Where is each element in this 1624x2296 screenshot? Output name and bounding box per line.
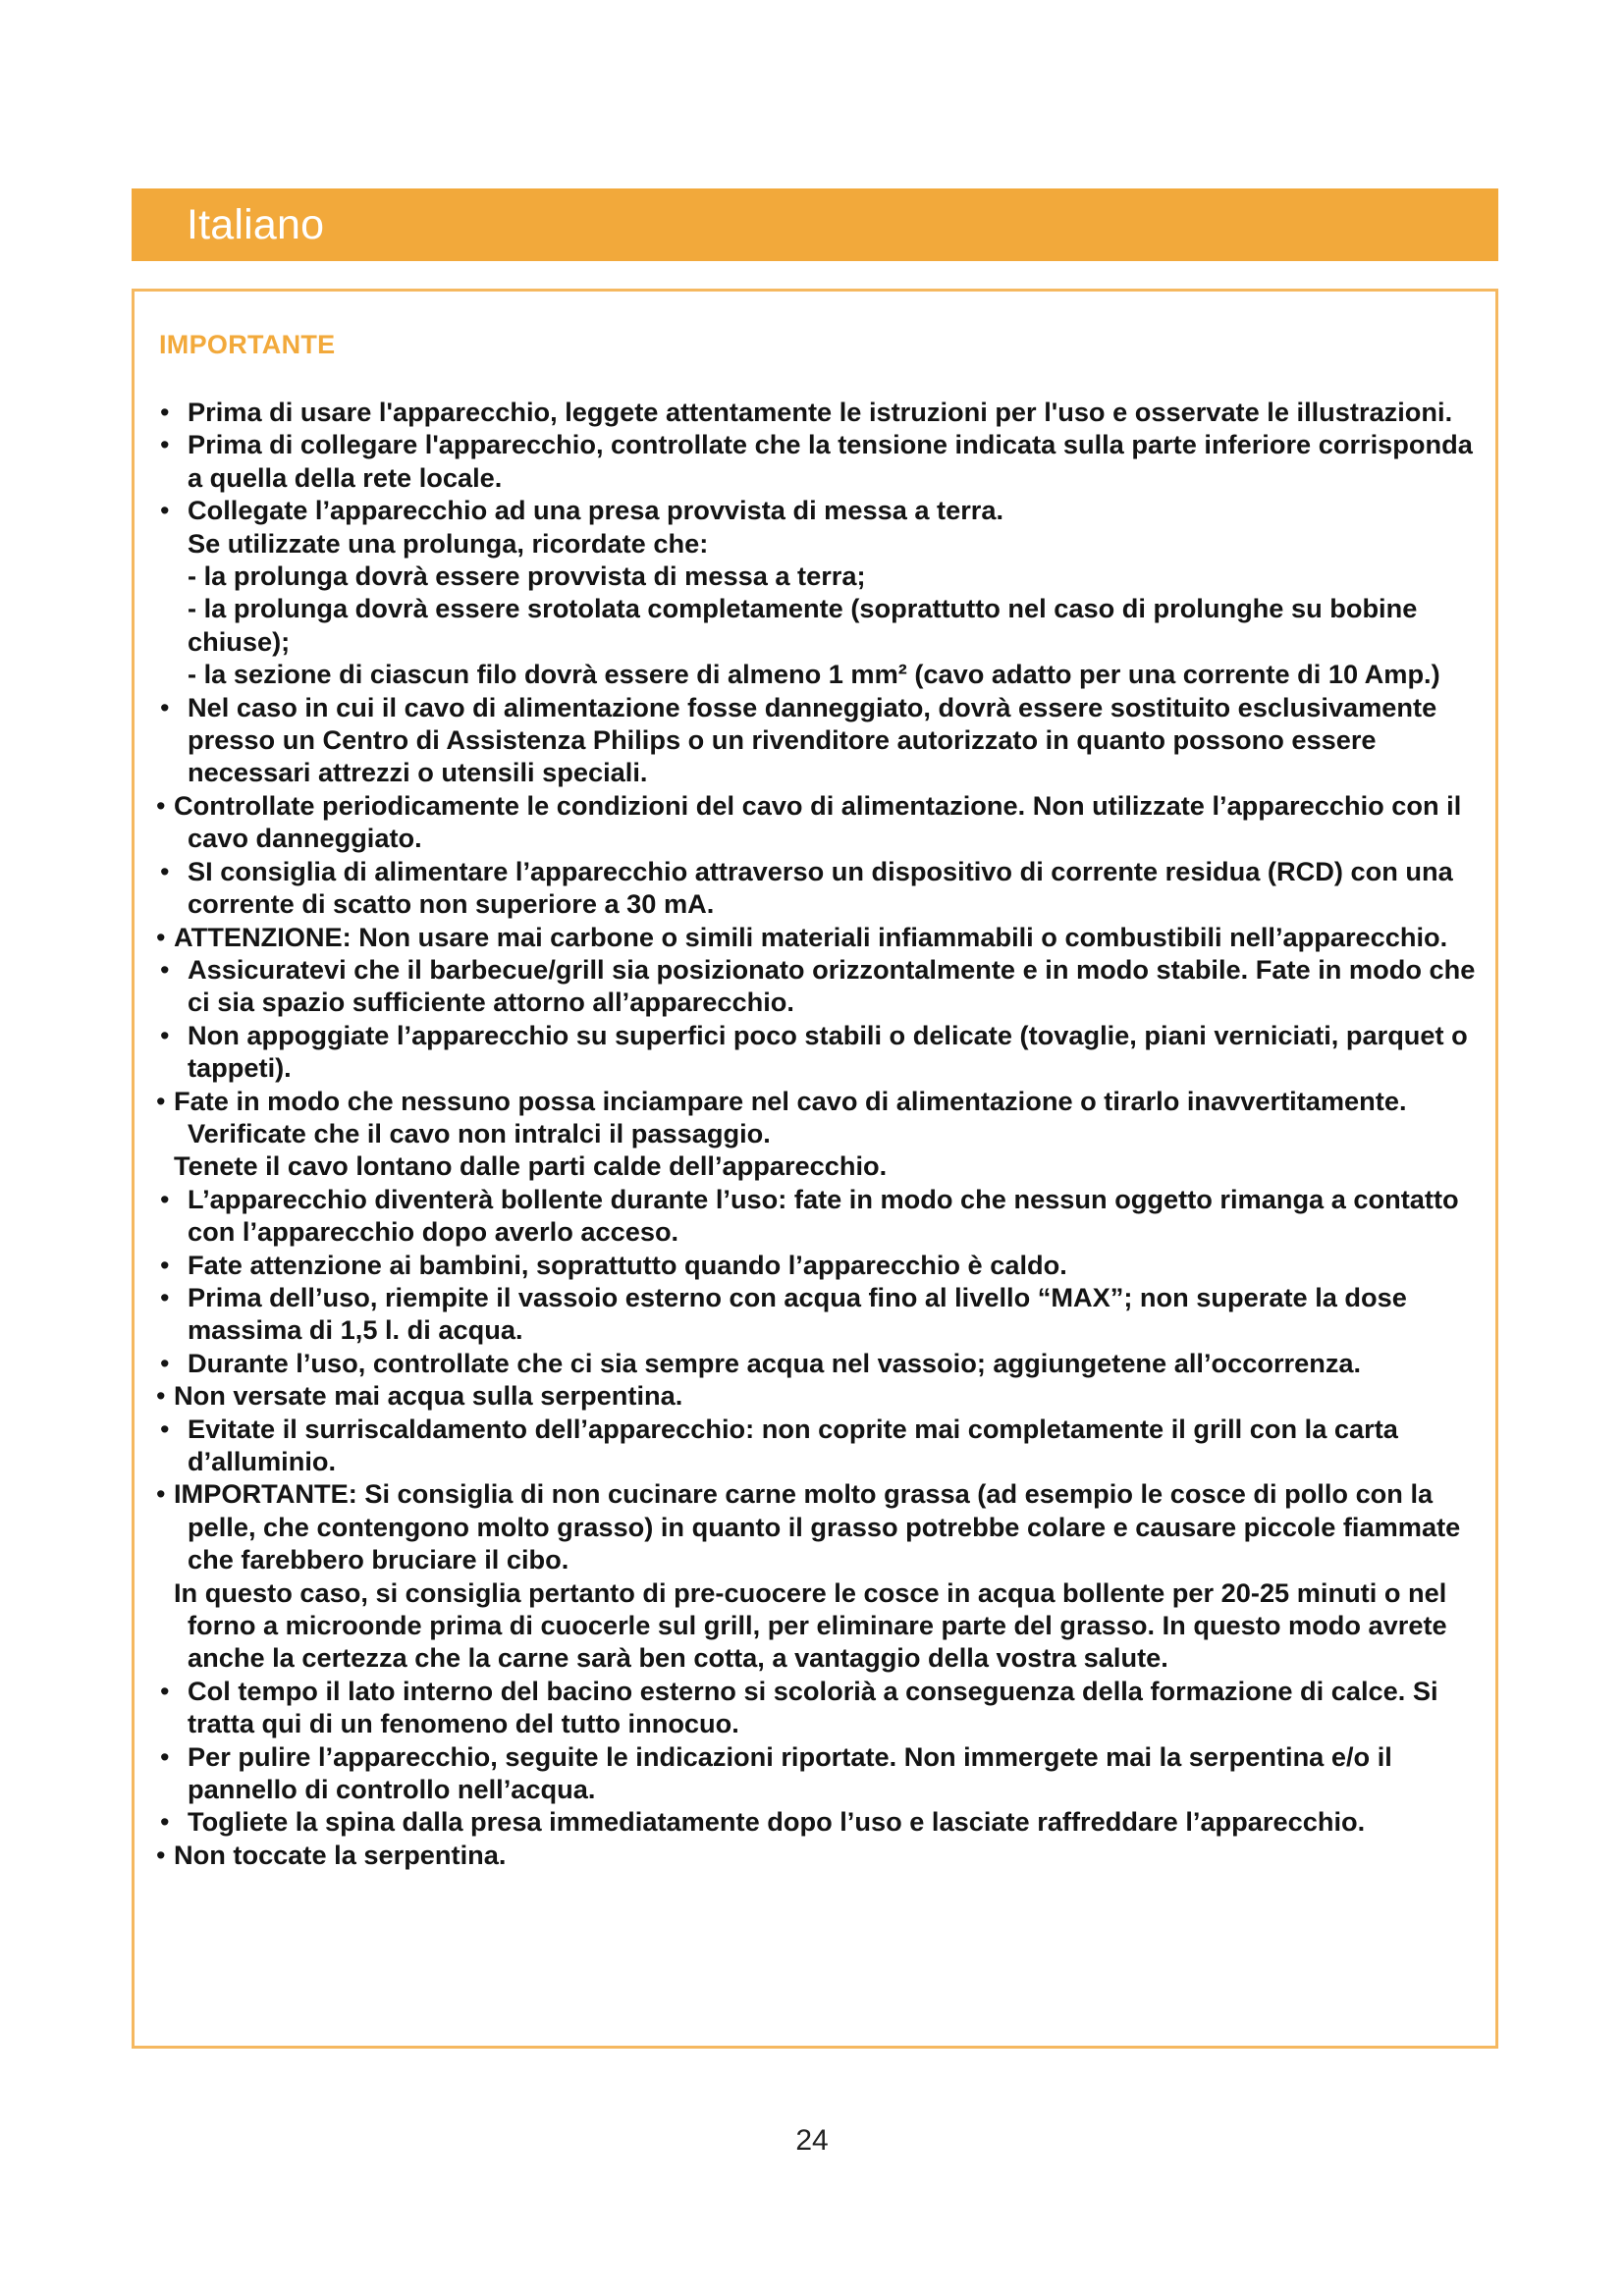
list-item-body	[188, 953, 1491, 1019]
list-item-body	[188, 1805, 1491, 1838]
list-item-body	[188, 1183, 1491, 1249]
list-item-line: Prima di collegare l'apparecchio, controllate che la tensione indicata sulla parte inferiore corrisponda a quella della rete locale.	[188, 429, 1473, 493]
list-item-body	[188, 855, 1491, 921]
language-header-bar	[132, 188, 1498, 261]
list-item-body	[188, 1249, 1491, 1281]
list-item	[156, 494, 1491, 690]
bullet-icon: •	[160, 1806, 170, 1838]
bullet-icon: •	[160, 397, 170, 427]
list-item	[156, 1805, 1491, 1838]
important-notice-box	[132, 289, 1498, 2049]
bullet-icon: •	[160, 1740, 170, 1772]
list-item-line: ATTENZIONE: Non usare mai carbone o simili materiali infiammabili o combustibili nell’apparecchio.	[174, 921, 1448, 952]
list-item-line: Tenete il cavo lontano dalle parti calde dell’apparecchio.	[174, 1150, 888, 1182]
important-heading: IMPORTANTE	[159, 330, 336, 359]
bullet-icon: •	[160, 1019, 170, 1050]
list-item-line: IMPORTANTE: Si consiglia di non cucinare carne molto grassa (ad esempio le cosce di pollo con la pelle, che contengono molto grasso) in quanto il grasso potrebbe colare e causare piccole fiammate che farebbero bruciare il cibo.	[174, 1478, 1461, 1575]
page-number: 24	[795, 2124, 829, 2157]
list-item-line: Collegate l’apparecchio ad una presa provvista di messa a terra.	[188, 495, 1004, 526]
list-item-line: Controllate periodicamente le condizioni del cavo di alimentazione. Non utilizzate l’apparecchio con il cavo danneggiato.	[174, 789, 1462, 854]
list-item-line: Non toccate la serpentina.	[174, 1839, 507, 1870]
list-item-line: Durante l’uso, controllate che ci sia sempre acqua nel vassoio; aggiungetene all’occorrenza.	[188, 1347, 1362, 1378]
list-item-body	[174, 1085, 1491, 1183]
bullet-icon: •	[160, 1183, 170, 1214]
list-item	[156, 1249, 1491, 1281]
bullet-icon: •	[160, 429, 170, 460]
list-item-line: Non versate mai acqua sulla serpentina.	[174, 1380, 683, 1412]
bullet-icon: •	[160, 495, 170, 526]
list-item	[156, 921, 1491, 953]
list-item-body	[174, 789, 1491, 855]
list-item-body	[174, 1839, 1491, 1871]
bullet-icon: •	[156, 1380, 166, 1412]
important-list	[156, 396, 1491, 1871]
bullet-icon: •	[156, 921, 166, 952]
list-item	[156, 1675, 1491, 1740]
list-item	[156, 1281, 1491, 1347]
bullet-icon: •	[156, 1085, 166, 1116]
list-item	[156, 789, 1491, 855]
list-item-line: L’apparecchio diventerà bollente durante l’uso: fate in modo che nessun oggetto rimanga a contatto con l’apparecchio dopo averlo acceso.	[188, 1183, 1459, 1248]
list-item	[156, 691, 1491, 789]
bullet-icon: •	[156, 789, 166, 821]
list-item	[156, 953, 1491, 1019]
list-item-line: Nel caso in cui il cavo di alimentazione fosse danneggiato, dovrà essere sostituito esclusivamente presso un Centro di Assistenza Philips o un rivenditore autorizzato in quanto possono essere necessari attrezzi o utensili speciali.	[188, 691, 1437, 788]
list-item-body	[188, 396, 1491, 428]
list-item-line: Non appoggiate l’apparecchio su superfici poco stabili o delicate (tovaglie, piani verniciati, parquet o tappeti).	[188, 1019, 1468, 1084]
language-title: Italiano	[187, 200, 325, 248]
list-item-line: Evitate il surriscaldamento dell’apparecchio: non coprite mai completamente il grill con la carta d’alluminio.	[188, 1413, 1398, 1476]
bullet-icon: •	[160, 1347, 170, 1378]
list-item	[156, 1379, 1491, 1412]
bullet-icon: •	[160, 1675, 170, 1706]
list-item-body	[188, 1740, 1491, 1806]
bullet-icon: •	[160, 855, 170, 886]
list-item-body	[174, 1379, 1491, 1412]
list-item	[156, 428, 1491, 494]
list-item	[156, 1347, 1491, 1379]
list-item	[156, 1019, 1491, 1085]
list-item	[156, 1839, 1491, 1871]
list-item-body	[188, 428, 1491, 494]
list-item-line: Fate in modo che nessuno possa inciampare nel cavo di alimentazione o tirarlo inavvertitamente. Verificate che il cavo non intralci il passaggio.	[174, 1085, 1407, 1148]
list-item	[156, 1740, 1491, 1806]
list-item	[156, 396, 1491, 428]
list-item-body	[188, 1675, 1491, 1740]
list-item-line: - la prolunga dovrà essere srotolata completamente (soprattutto nel caso di prolunghe su bobine chiuse);	[188, 593, 1418, 657]
bullet-icon: •	[160, 1413, 170, 1444]
list-item	[156, 1477, 1491, 1674]
bullet-icon: •	[156, 1839, 166, 1870]
list-item-line: Se utilizzate una prolunga, ricordate che:	[188, 527, 709, 559]
list-item	[156, 1183, 1491, 1249]
list-item-line: - la prolunga dovrà essere provvista di messa a terra;	[188, 561, 866, 592]
bullet-icon: •	[156, 1478, 166, 1510]
list-item-line: Fate attenzione ai bambini, soprattutto quando l’apparecchio è caldo.	[188, 1249, 1067, 1280]
list-item-line: Assicuratevi che il barbecue/grill sia posizionato orizzontalmente e in modo stabile. Fate in modo che ci sia spazio sufficiente attorno all’apparecchio.	[188, 953, 1476, 1018]
list-item-body	[174, 1477, 1491, 1674]
list-item-line: SI consiglia di alimentare l’apparecchio attraverso un dispositivo di corrente residua (RCD) con una corrente di scatto non superiore a 30 mA.	[188, 855, 1453, 920]
list-item-body	[188, 1019, 1491, 1085]
list-item-line: In questo caso, si consiglia pertanto di pre-cuocere le cosce in acqua bollente per 20-25 minuti o nel forno a microonde prima di cuocerle sul grill, per eliminare parte del grasso. In questo modo avrete anche la certezza che la carne sarà ben cotta, a vantaggio della vostra salute.	[174, 1576, 1447, 1674]
list-item-body	[188, 494, 1491, 690]
bullet-icon: •	[160, 691, 170, 722]
list-item-line: Per pulire l’apparecchio, seguite le indicazioni riportate. Non immergete mai la serpentina e/o il pannello di controllo nell’acqua.	[188, 1740, 1392, 1805]
list-item	[156, 1413, 1491, 1478]
bullet-icon: •	[160, 1249, 170, 1280]
list-item-line: - la sezione di ciascun filo dovrà essere di almeno 1 mm² (cavo adatto per una corrente di 10 Amp.)	[188, 659, 1440, 690]
bullet-icon: •	[160, 953, 170, 985]
list-item-line: Prima dell’uso, riempite il vassoio esterno con acqua fino al livello “MAX”; non superate la dose massima di 1,5 l. di acqua.	[188, 1281, 1407, 1346]
bullet-icon: •	[160, 1281, 170, 1312]
list-item-body	[188, 1413, 1491, 1478]
list-item-body	[188, 1347, 1491, 1379]
list-item-line: Togliete la spina dalla presa immediatamente dopo l’uso e lasciate raffreddare l’apparecchio.	[188, 1806, 1366, 1838]
list-item-body	[174, 921, 1491, 953]
list-item	[156, 1085, 1491, 1183]
list-item-body	[188, 691, 1491, 789]
list-item-body	[188, 1281, 1491, 1347]
list-item	[156, 855, 1491, 921]
list-item-line: Prima di usare l'apparecchio, leggete attentamente le istruzioni per l'uso e osservate le illustrazioni.	[188, 397, 1453, 427]
list-item-line: Col tempo il lato interno del bacino esterno si scolorià a conseguenza della formazione di calce. Si tratta qui di un fenomeno del tutto innocuo.	[188, 1675, 1438, 1739]
